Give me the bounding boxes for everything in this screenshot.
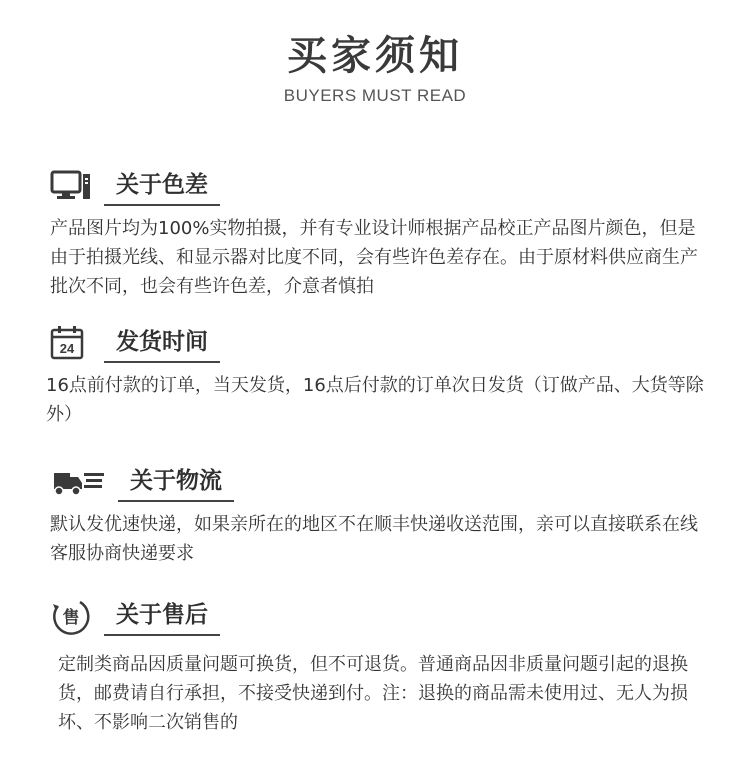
page-subtitle: BUYERS MUST READ [283,86,467,105]
calendar-icon [50,323,94,363]
page-title: 买家须知 [287,33,463,79]
section-shipping-time [46,323,706,429]
page-header [0,30,750,106]
section-after-sales [50,596,718,737]
section-title: 发货时间 [104,326,220,363]
after-sales-icon [50,596,94,636]
section-body: 定制类商品因质量问题可换货，但不可退货。普通商品因非质量问题引起的退换货，邮费请自行承担，不接受快递到付。注：退换的商品需未使用过、无人为损坏、不影响二次销售的 [58,654,688,733]
section-title: 关于售后 [104,599,220,636]
section-body: 产品图片均为100%实物拍摄，并有专业设计师根据产品校正产品图片颜色，但是由于拍摄光线、和显示器对比度不同，会有些许色差存在。由于原材料供应商生产批次不同，也会有些许色差，介意者慎拍 [50,218,698,297]
section-title: 关于物流 [118,465,234,502]
after-sales-char: 售 [62,608,80,628]
section-header [50,166,710,206]
section-body: 16点前付款的订单，当天发货，16点后付款的订单次日发货（订做产品、大货等除外） [46,375,704,425]
section-header [50,596,718,636]
section-color-difference [50,166,710,301]
section-logistics [50,462,710,568]
calendar-day: 24 [59,341,75,356]
section-body: 默认发优速快递，如果亲所在的地区不在顺丰快递收送范围，亲可以直接联系在线客服协商快递要求 [50,514,698,564]
section-header [50,462,710,502]
monitor-icon [50,166,94,206]
section-header [50,323,706,363]
section-title: 关于色差 [104,169,220,206]
delivery-truck-icon [50,462,108,502]
